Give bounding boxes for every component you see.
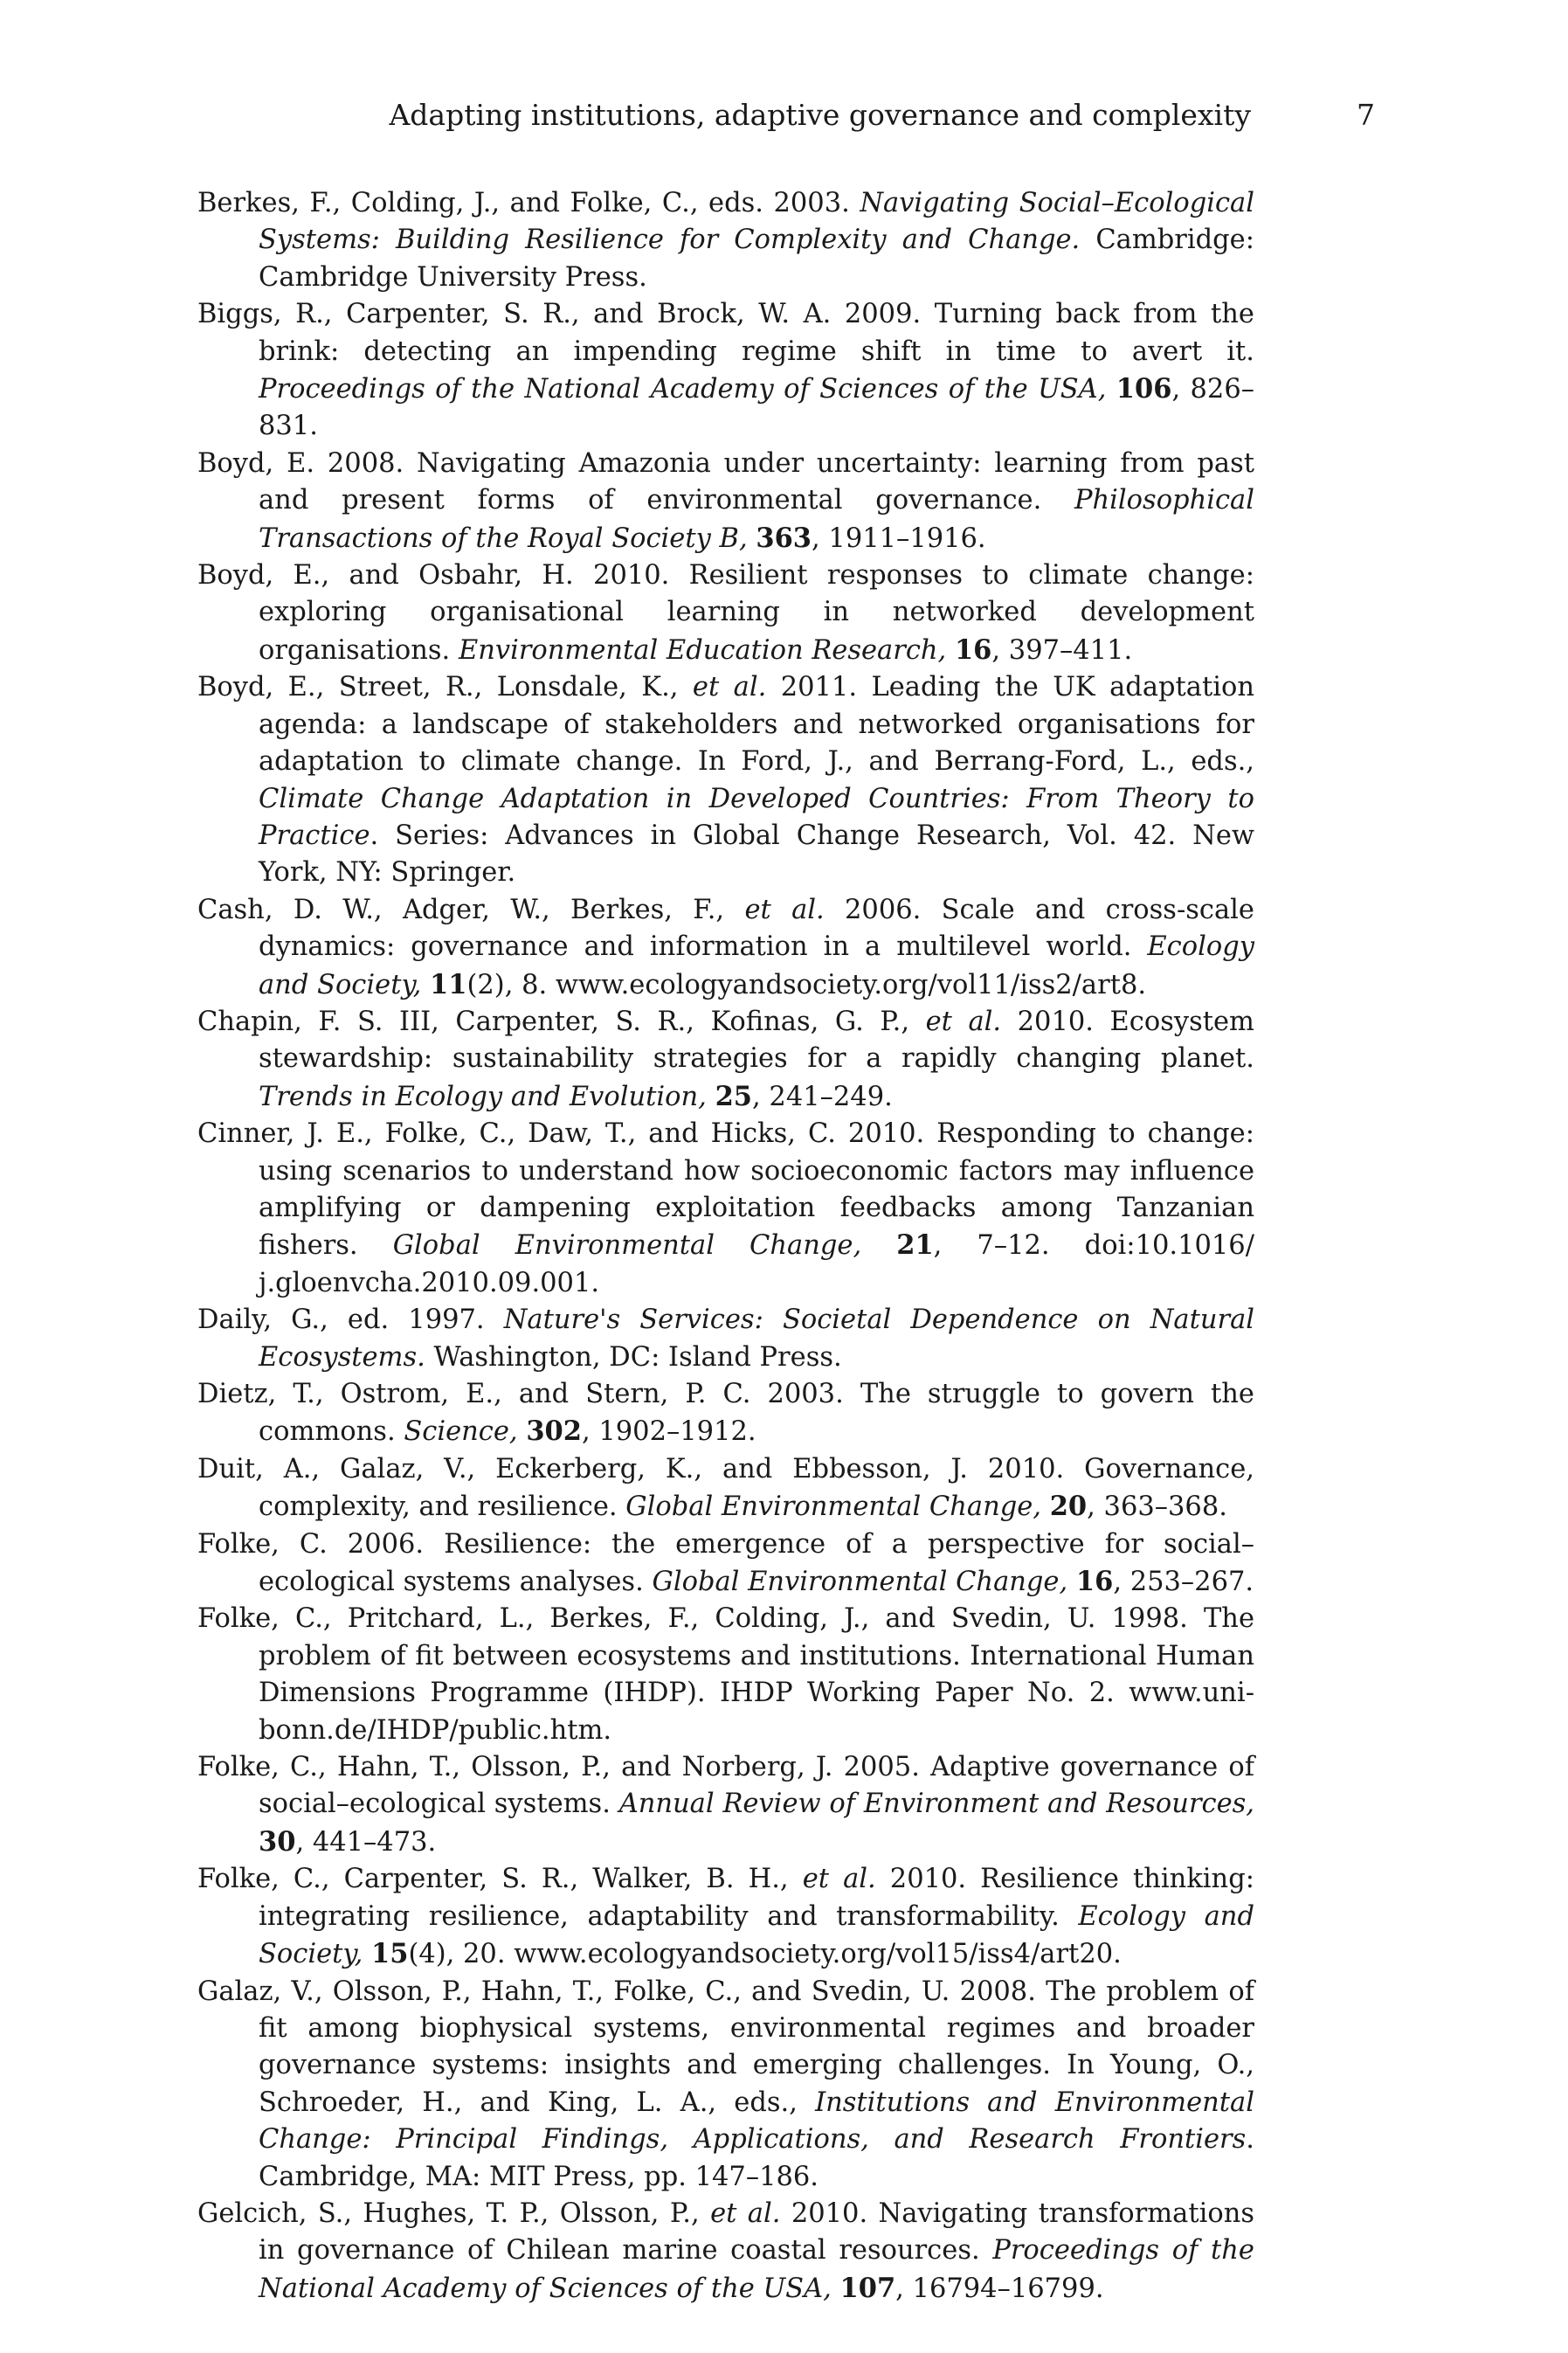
- reference-italic-text: Global Environmental Change,: [652, 1567, 1068, 1598]
- reference-text: [518, 1416, 527, 1447]
- reference-list: [197, 185, 1254, 2308]
- reference-volume: 16: [1075, 1566, 1114, 1598]
- reference-entry: [197, 1116, 1254, 1302]
- reference-text: [748, 523, 756, 554]
- reference-volume: 21: [896, 1229, 934, 1262]
- reference-italic-text: et al.: [744, 894, 825, 925]
- reference-entry: [197, 1004, 1254, 1116]
- reference-text: 2011. Leading the UK adaptation agenda: a landscape of stakeholders and networked organisations for adaptation to climate change. In Ford, J., and Berrang-Ford, L., eds.,: [259, 672, 1254, 778]
- reference-text: 2010. Resilience thinking: integrating resilience, adaptability and transformability.: [259, 1864, 1254, 1932]
- reference-volume: 363: [756, 522, 812, 554]
- reference-italic-text: Science,: [404, 1416, 518, 1448]
- reference-text: , 241–249.: [752, 1081, 893, 1112]
- reference-entry: [197, 1526, 1254, 1602]
- reference-entry: [197, 1974, 1254, 2196]
- reference-text: , 7–12. doi:10.1016/ j.gloenvcha.2010.09.001.: [259, 1230, 1254, 1298]
- reference-entry: [197, 1601, 1254, 1749]
- reference-entry: [197, 892, 1254, 1004]
- reference-text: [1067, 1567, 1076, 1597]
- reference-text: Boyd, E., Street, R., Lonsdale, K.,: [197, 672, 693, 703]
- reference-text: . Cambridge, MA: MIT Press, pp. 147–186.: [259, 2124, 1254, 2192]
- reference-volume: 11: [430, 968, 467, 1000]
- reference-italic-text: Trends in Ecology and Evolution,: [259, 1081, 707, 1112]
- reference-italic-text: Institutions and Environmental Change: Principal Findings, Applications, and Research Frontiers: [259, 2087, 1254, 2156]
- reference-text: Folke, C. 2006. Resilience: the emergence of a perspective for social–ecological systems analyses.: [197, 1528, 1254, 1598]
- reference-italic-text: Ecology and Society,: [259, 1900, 1254, 1970]
- reference-volume: 106: [1116, 373, 1172, 405]
- reference-text: , 397–411.: [991, 634, 1133, 666]
- page-number: 7: [1357, 98, 1375, 132]
- reference-text: Cambridge: Cambridge University Press.: [259, 225, 1255, 293]
- reference-italic-text: Proceedings of the National Academy of Sciences of the USA,: [259, 374, 1107, 405]
- reference-text: , 253–267.: [1113, 1567, 1254, 1598]
- reference-italic-text: Environmental Education Research,: [458, 634, 947, 666]
- reference-volume: 30: [259, 1825, 296, 1858]
- reference-text: , 1902–1912.: [581, 1416, 756, 1448]
- reference-volume: 25: [715, 1080, 753, 1112]
- reference-text: [1041, 1491, 1050, 1522]
- reference-text: (2), 8. www.ecologyandsociety.org/vol11/iss2/art8.: [466, 969, 1147, 1000]
- reference-volume: 20: [1049, 1491, 1088, 1523]
- reference-italic-text: Philosophical Transactions of the Royal Society B,: [259, 485, 1254, 554]
- reference-italic-text: Annual Review of Environment and Resources,: [618, 1789, 1254, 1820]
- reference-text: , 441–473.: [295, 1826, 437, 1858]
- reference-text: Folke, C., Hahn, T., Olsson, P., and Norberg, J. 2005. Adaptive governance of social–ecological systems.: [197, 1752, 1254, 1820]
- reference-text: . Series: Advances in Global Change Research, Vol. 42. New York, NY: Springer.: [259, 820, 1254, 889]
- reference-entry: [197, 2196, 1254, 2308]
- running-title: Adapting institutions, adaptive governance and complexity: [389, 98, 1251, 132]
- reference-text: [421, 970, 430, 1000]
- reference-text: [832, 2273, 840, 2304]
- reference-entry: [197, 669, 1254, 891]
- reference-text: Chapin, F. S. III, Carpenter, S. R., Kofinas, G. P.,: [197, 1006, 926, 1037]
- reference-entry: [197, 446, 1254, 557]
- reference-text: [861, 1230, 896, 1261]
- reference-entry: [197, 185, 1254, 296]
- reference-entry: [197, 1302, 1254, 1376]
- reference-entry: [197, 557, 1254, 669]
- reference-text: , 363–368.: [1087, 1491, 1227, 1523]
- reference-entry: [197, 1861, 1254, 1973]
- reference-italic-text: et al.: [925, 1006, 1002, 1037]
- reference-text: Duit, A., Galaz, V., Eckerberg, K., and Ebbesson, J. 2010. Governance, complexity, and resilience.: [197, 1453, 1254, 1523]
- reference-italic-text: Global Environmental Change,: [625, 1491, 1041, 1523]
- reference-text: Folke, C., Carpenter, S. R., Walker, B. H.,: [197, 1864, 803, 1895]
- reference-text: Dietz, T., Ostrom, E., and Stern, P. C. 2003. The struggle to govern the commons.: [197, 1379, 1254, 1448]
- running-head: [197, 98, 1375, 150]
- reference-text: 2006. Scale and cross-scale dynamics: governance and information in a multilevel world.: [259, 894, 1254, 963]
- reference-text: Daily, G., ed. 1997.: [197, 1305, 504, 1336]
- reference-italic-text: Climate Change Adaptation in Developed Countries: From Theory to Practice: [259, 783, 1254, 851]
- reference-text: 2010. Navigating transformations in governance of Chilean marine coastal resources.: [259, 2197, 1255, 2266]
- reference-volume: 15: [370, 1938, 409, 1970]
- reference-text: [1106, 374, 1116, 405]
- reference-italic-text: et al.: [692, 672, 767, 703]
- reference-entry: [197, 1749, 1254, 1861]
- reference-italic-text: et al.: [802, 1864, 876, 1895]
- reference-text: [707, 1082, 715, 1112]
- reference-text: Washington, DC: Island Press.: [425, 1341, 842, 1373]
- reference-entry: [197, 1376, 1254, 1451]
- reference-italic-text: et al.: [710, 2197, 781, 2229]
- reference-volume: 16: [954, 633, 992, 666]
- reference-text: Cinner, J. E., Folke, C., Daw, T., and Hicks, C. 2010. Responding to change: using scenarios to understand how socioeconomic factors may influence amplifying or dampening exploitation feedbacks among Tanzanian fishers.: [197, 1118, 1254, 1262]
- reference-text: , 16794–16799.: [895, 2273, 1104, 2304]
- reference-italic-text: Proceedings of the National Academy of Sciences of the USA,: [259, 2235, 1254, 2304]
- reference-text: Boyd, E., and Osbahr, H. 2010. Resilient responses to climate change: exploring organisational learning in networked development organisations.: [197, 560, 1254, 666]
- reference-text: Berkes, F., Colding, J., and Folke, C., eds. 2003.: [197, 188, 860, 218]
- reference-italic-text: Global Environmental Change,: [392, 1230, 862, 1262]
- reference-entry: [197, 1451, 1254, 1526]
- reference-text: [946, 635, 955, 666]
- reference-text: Biggs, R., Carpenter, S. R., and Brock, W. A. 2009. Turning back from the brink: detecting an impending regime shift in time to avert it.: [197, 299, 1254, 367]
- reference-volume: 107: [839, 2272, 896, 2304]
- reference-entry: [197, 296, 1254, 446]
- reference-italic-text: Nature's Services: Societal Dependence on Natural Ecosystems.: [259, 1305, 1255, 1373]
- reference-text: 2010. Ecosystem stewardship: sustainability strategies for a rapidly changing planet.: [259, 1006, 1254, 1075]
- reference-text: Gelcich, S., Hughes, T. P., Olsson, P.,: [197, 2197, 711, 2229]
- reference-text: , 826–831.: [259, 374, 1254, 442]
- reference-text: (4), 20. www.ecologyandsociety.org/vol15/iss4/art20.: [408, 1939, 1122, 1970]
- reference-text: Boyd, E. 2008. Navigating Amazonia under uncertainty: learning from past and present forms of environmental governance.: [197, 447, 1254, 516]
- reference-text: Folke, C., Pritchard, L., Berkes, F., Colding, J., and Svedin, U. 1998. The problem of fit between ecosystems and institutions. International Human Dimensions Programme (IHDP). IHDP Working Paper No. 2. www.uni-bonn.de/IHDP/public.htm.: [197, 1603, 1254, 1746]
- reference-text: , 1911–1916.: [812, 523, 986, 554]
- reference-italic-text: Ecology and Society,: [259, 931, 1254, 1000]
- reference-italic-text: Navigating Social–Ecological Systems: Building Resilience for Complexity and Change.: [259, 188, 1254, 256]
- reference-text: Galaz, V., Olsson, P., Hahn, T., Folke, C., and Svedin, U. 2008. The problem of fit among biophysical systems, environmental regimes and broader governance systems: insights and emerging challenges. In Young, O., Schroeder, H., and King, L. A., eds.,: [197, 1976, 1254, 2118]
- reference-volume: 302: [526, 1415, 582, 1448]
- reference-text: Cash, D. W., Adger, W., Berkes, F.,: [197, 894, 745, 925]
- reference-text: [363, 1939, 371, 1969]
